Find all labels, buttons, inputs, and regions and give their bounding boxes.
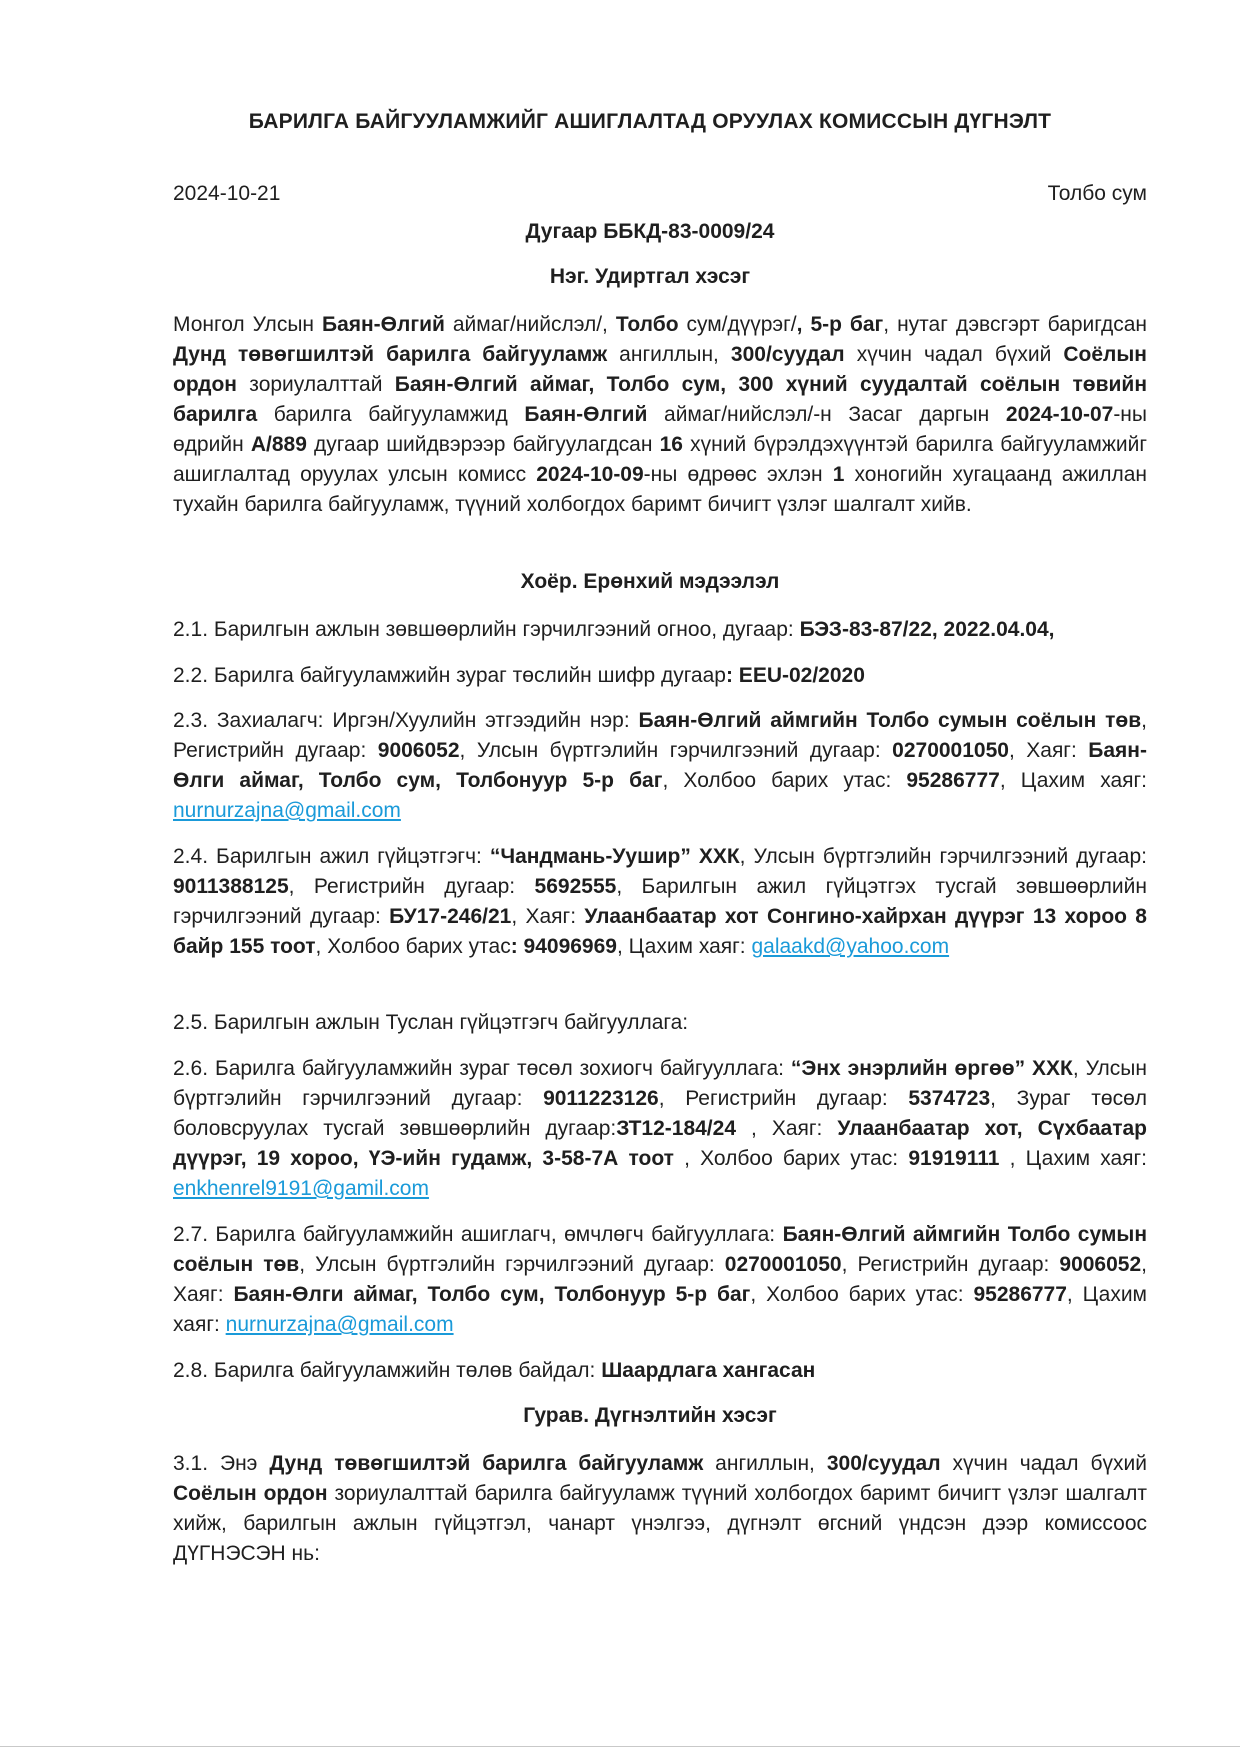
- page-bottom-divider: [0, 1746, 1240, 1747]
- customer-email-link[interactable]: nurnurzajna@gmail.com: [173, 799, 401, 822]
- intro-paragraph: Монгол Улсын Баян-Өлгий аймаг/нийслэл/, Толбо сум/дүүрэг/, 5-р баг, нутаг дэвсгэрт баригдсан Дунд төвөгшилтэй барилга байгууламж ангиллын, 300/суудал хүчин чадал бүхий Соёлын ордон зориулалттай Баян-Өлгий аймаг, Толбо сум, 300 хүний суудалтай соёлын төвийн барилга барилга байгууламжид Баян-Өлгий аймаг/нийслэл/-н Засаг даргын 2024-10-07-ны өдрийн А/889 дугаар шийдвэрээр байгуулагдсан 16 хүний бүрэлдэхүүнтэй барилга байгууламжийг ашиглалтад оруулах улсын комисс 2024-10-09-ны өдрөөс эхлэн 1 хоногийн хугацаанд ажиллан тухайн барилга байгууламж, түүний холбогдох баримт бичигт үзлэг шалгалт хийв.: [173, 313, 1148, 516]
- item-2-8: 2.8. Барилга байгууламжийн төлөв байдал: Шаардлага хангасан: [173, 1359, 816, 1382]
- document-number: Дугаар ББКД-83-0009/24: [525, 220, 775, 243]
- document-date: 2024-10-21: [173, 182, 281, 205]
- document-title: БАРИЛГА БАЙГУУЛАМЖИЙГ АШИГЛАЛТАД ОРУУЛАХ КОМИССЫН ДҮГНЭЛТ: [248, 110, 1052, 133]
- item-2-1: 2.1. Барилгын ажлын зөвшөөрлийн гэрчилгээний огноо, дугаар: БЭЗ-83-87/22, 2022.04.04,: [173, 618, 1055, 641]
- section-1-heading: Нэг. Удиртгал хэсэг: [549, 265, 751, 288]
- section-2-heading: Хоёр. Ерөнхий мэдээлэл: [520, 570, 780, 593]
- designer-email-link[interactable]: enkhenrel9191@gamil.com: [173, 1177, 429, 1200]
- item-3-1: 3.1. Энэ Дунд төвөгшилтэй барилга байгууламж ангиллын, 300/суудал хүчин чадал бүхий Соёлын ордон зориулалттай барилга байгууламж түүний холбогдох баримт бичигт үзлэг шалгалт хийж, барилгын ажлын гүйцэтгэл, чанарт үнэлгээ, дүгнэлт өгсний үндсэн дээр комиссоос ДҮГНЭСЭН нь:: [173, 1452, 1148, 1565]
- item-2-6: 2.6. Барилга байгууламжийн зураг төсөл зохиогч байгууллага: “Энх энэрлийн өргөө” ХХК, Улсын бүртгэлийн гэрчилгээний дугаар: 9011223126, Регистрийн дугаар: 5374723, Зураг төсөл боловсруулах тусгай зөвшөөрлийн дугаар:ЗТ12-184/24 , Хаяг: Улаанбаатар хот, Сүхбаатар дүүрэг, 19 хороо, ҮЭ-ийн гудамж, 3-58-7А тоот , Холбоо барих утас: 91919111 , Цахим хаяг: enkhenrel9191@gamil.com: [173, 1057, 1148, 1200]
- owner-email-link[interactable]: nurnurzajna@gmail.com: [225, 1313, 454, 1336]
- item-2-7: 2.7. Барилга байгууламжийн ашиглагч, өмчлөгч байгууллага: Баян-Өлгий аймгийн Толбо сумын соёлын төв, Улсын бүртгэлийн гэрчилгээний дугаар: 0270001050, Регистрийн дугаар: 9006052, Хаяг: Баян-Өлги аймаг, Толбо сум, Толбонуур 5-р баг, Холбоо барих утас: 95286777, Цахим хаяг: nurnurzajna@gmail.com: [173, 1223, 1147, 1336]
- section-3-heading: Гурав. Дүгнэлтийн хэсэг: [523, 1404, 777, 1427]
- item-2-5: 2.5. Барилгын ажлын Туслан гүйцэтгэгч байгууллага:: [173, 1011, 689, 1034]
- item-2-2: 2.2. Барилга байгууламжийн зураг төслийн шифр дугаар: EEU-02/2020: [173, 664, 865, 687]
- item-2-4: 2.4. Барилгын ажил гүйцэтгэгч: “Чандмань-Уушир” ХХК, Улсын бүртгэлийн гэрчилгээний дугаар: 9011388125, Регистрийн дугаар: 5692555, Барилгын ажил гүйцэтгэх тусгай зөвшөөрлийн гэрчилгээний дугаар: БУ17-246/21, Хаяг: Улаанбаатар хот Сонгино-хайрхан дүүрэг 13 хороо 8 байр 155 тоот, Холбоо барих утас: 94096969, Цахим хаяг: galaakd@yahoo.com: [173, 845, 1148, 958]
- item-2-3: 2.3. Захиалагч: Иргэн/Хуулийн этгээдийн нэр: Баян-Өлгий аймгийн Толбо сумын соёлын төв, Регистрийн дугаар: 9006052, Улсын бүртгэлийн гэрчилгээний дугаар: 0270001050, Хаяг: Баян-Өлги аймаг, Толбо сум, Толбонуур 5-р баг, Холбоо барих утас: 95286777, Цахим хаяг: nurnurzajna@gmail.com: [173, 709, 1147, 822]
- document-place: Толбо сум: [1047, 182, 1147, 205]
- contractor-email-link[interactable]: galaakd@yahoo.com: [751, 935, 950, 958]
